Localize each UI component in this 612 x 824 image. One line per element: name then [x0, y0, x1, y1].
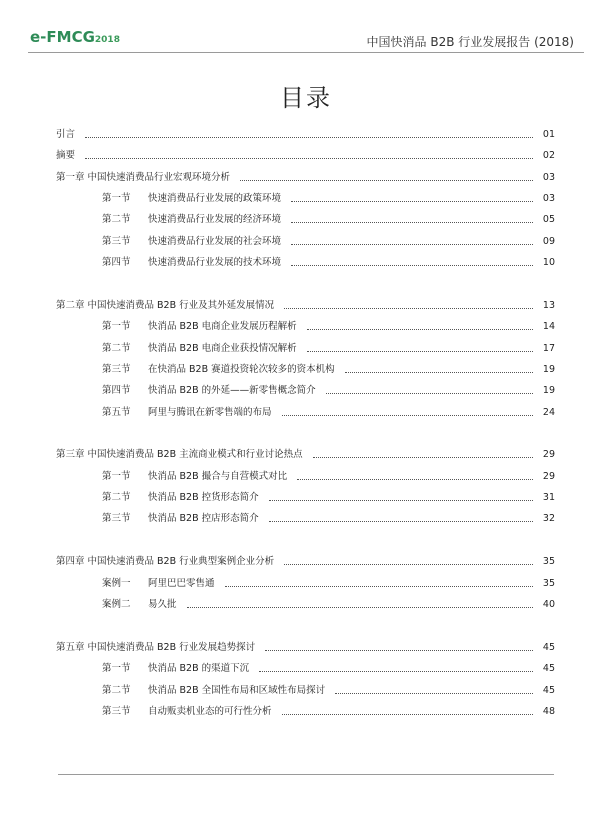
toc-page-number: 02: [542, 150, 555, 161]
header-divider: [28, 52, 584, 53]
toc-label: 第一章 中国快速消费品行业宏观环境分析: [56, 172, 231, 183]
toc-label: 阿里与腾讯在新零售端的布局: [148, 407, 272, 418]
toc-entry-section[interactable]: [102, 511, 555, 525]
toc-label: 第四章 中国快速消费品 B2B 行业典型案例企业分析: [56, 556, 275, 567]
toc-label: 第五章 中国快速消费品 B2B 行业发展趋势探讨: [56, 642, 256, 653]
toc-page-number: 29: [542, 449, 555, 460]
dot-leader: [284, 564, 533, 565]
toc-entry-chapter[interactable]: [56, 148, 555, 162]
toc-section-number: 第三节: [102, 236, 131, 247]
toc-entry-chapter[interactable]: [56, 554, 555, 568]
toc-entry-chapter[interactable]: [56, 447, 555, 461]
toc-section-number: 第三节: [102, 513, 131, 524]
toc-label: 引言: [56, 129, 76, 140]
toc-label: 快消品 B2B 的渠道下沉: [148, 663, 250, 674]
dot-leader: [269, 500, 533, 501]
toc-label: 快消品 B2B 电商企业获投情况解析: [148, 343, 297, 354]
toc-page-number: 32: [542, 513, 555, 524]
toc-section-number: 第一节: [102, 471, 131, 482]
footer-divider: [58, 774, 554, 775]
toc-label: 阿里巴巴零售通: [148, 578, 215, 589]
toc-label: 自动贩卖机业态的可行性分析: [148, 706, 272, 717]
dot-leader: [335, 693, 533, 694]
toc-page-number: 35: [542, 578, 555, 589]
toc-page-number: 19: [542, 364, 555, 375]
toc-section-number: 第三节: [102, 364, 131, 375]
toc-entry-section[interactable]: [102, 597, 555, 611]
toc-label: 摘要: [56, 150, 76, 161]
toc-entry-section[interactable]: [102, 469, 555, 483]
toc-section-number: 案例一: [102, 578, 131, 589]
toc-section-number: 第二节: [102, 492, 131, 503]
dot-leader: [240, 180, 533, 181]
toc-label: 快消品 B2B 控货形态简介: [148, 492, 259, 503]
toc-section-number: 第一节: [102, 663, 131, 674]
toc-page-number: 03: [542, 193, 555, 204]
toc-page-number: 45: [542, 663, 555, 674]
toc-page-number: 45: [542, 685, 555, 696]
dot-leader: [291, 244, 533, 245]
toc-entry-chapter[interactable]: [56, 298, 555, 312]
toc-section-number: 第五节: [102, 407, 131, 418]
toc-label: 快速消费品行业发展的技术环境: [148, 257, 282, 268]
toc-page-number: 13: [542, 300, 555, 311]
toc-section-number: 第一节: [102, 321, 131, 332]
dot-leader: [225, 586, 533, 587]
page-header: [0, 0, 612, 56]
toc-section-number: 第四节: [102, 257, 131, 268]
toc-label: 易久批: [148, 599, 177, 610]
dot-leader: [259, 671, 533, 672]
toc-label: 第三章 中国快速消费品 B2B 主流商业模式和行业讨论热点: [56, 449, 303, 460]
toc-page-number: 35: [542, 556, 555, 567]
toc-section-number: 第三节: [102, 706, 131, 717]
toc-section-number: 第二节: [102, 685, 131, 696]
page-title: 目录: [280, 84, 332, 112]
dot-leader: [282, 714, 533, 715]
toc-entry-section[interactable]: [102, 704, 555, 718]
toc-page-number: 10: [542, 257, 555, 268]
toc-entry-section[interactable]: [102, 234, 555, 248]
toc-section-number: 第四节: [102, 385, 131, 396]
toc-section-number: 案例二: [102, 599, 131, 610]
toc-entry-section[interactable]: [102, 341, 555, 355]
efmcg-logo: [30, 28, 130, 52]
toc-entry-section[interactable]: [102, 319, 555, 333]
dot-leader: [291, 222, 533, 223]
toc-label: 快速消费品行业发展的社会环境: [148, 236, 282, 247]
toc-label: 快消品 B2B 电商企业发展历程解析: [148, 321, 297, 332]
toc-label: 第二章 中国快速消费品 B2B 行业及其外延发展情况: [56, 300, 275, 311]
toc-page-number: 31: [542, 492, 555, 503]
report-title: 中国快消品 B2B 行业发展报告 (2018): [366, 35, 574, 49]
dot-leader: [284, 308, 533, 309]
toc-page-number: 48: [542, 706, 555, 717]
toc-entry-chapter[interactable]: [56, 127, 555, 141]
toc-page-number: 40: [542, 599, 555, 610]
dot-leader: [85, 158, 533, 159]
toc-label: 快消品 B2B 的外延——新零售概念简介: [148, 385, 316, 396]
toc-page-number: 03: [542, 172, 555, 183]
dot-leader: [307, 351, 533, 352]
toc-page-number: 19: [542, 385, 555, 396]
dot-leader: [297, 479, 533, 480]
dot-leader: [307, 329, 533, 330]
toc-entry-chapter[interactable]: [56, 170, 555, 184]
toc-page-number: 17: [542, 343, 555, 354]
dot-leader: [291, 265, 533, 266]
toc-entry-section[interactable]: [102, 362, 555, 376]
toc-page-number: 24: [542, 407, 555, 418]
toc-label: 快消品 B2B 全国性布局和区域性布局探讨: [148, 685, 326, 696]
toc-entry-section[interactable]: [102, 683, 555, 697]
dot-leader: [345, 372, 533, 373]
dot-leader: [282, 415, 533, 416]
toc-section-number: 第一节: [102, 193, 131, 204]
toc-entry-section[interactable]: [102, 661, 555, 675]
toc-page-number: 45: [542, 642, 555, 653]
toc-entry-section[interactable]: [102, 490, 555, 504]
toc-label: 快速消费品行业发展的政策环境: [148, 193, 282, 204]
toc-label: 在快消品 B2B 赛道投资轮次较多的资本机构: [148, 364, 335, 375]
toc-entry-section[interactable]: [102, 405, 555, 419]
dot-leader: [265, 650, 533, 651]
toc-label: 快速消费品行业发展的经济环境: [148, 214, 282, 225]
toc-label: 快消品 B2B 控店形态简介: [148, 513, 259, 524]
toc-entry-chapter[interactable]: [56, 640, 555, 654]
toc-page-number: 05: [542, 214, 555, 225]
toc-label: 快消品 B2B 撮合与自营模式对比: [148, 471, 288, 482]
dot-leader: [187, 607, 533, 608]
toc-page-number: 14: [542, 321, 555, 332]
toc-page-number: 29: [542, 471, 555, 482]
dot-leader: [313, 457, 533, 458]
toc-page-number: 01: [542, 129, 555, 140]
logo-wordmark: e-FMCG2018: [30, 28, 120, 46]
toc-entry-section[interactable]: [102, 576, 555, 590]
toc-section-number: 第二节: [102, 343, 131, 354]
dot-leader: [85, 137, 533, 138]
dot-leader: [326, 393, 533, 394]
toc-entry-section[interactable]: [102, 212, 555, 226]
toc-page-number: 09: [542, 236, 555, 247]
dot-leader: [269, 521, 533, 522]
toc-entry-section[interactable]: [102, 191, 555, 205]
toc-section-number: 第二节: [102, 214, 131, 225]
dot-leader: [291, 201, 533, 202]
toc-entry-section[interactable]: [102, 255, 555, 269]
toc-entry-section[interactable]: [102, 383, 555, 397]
